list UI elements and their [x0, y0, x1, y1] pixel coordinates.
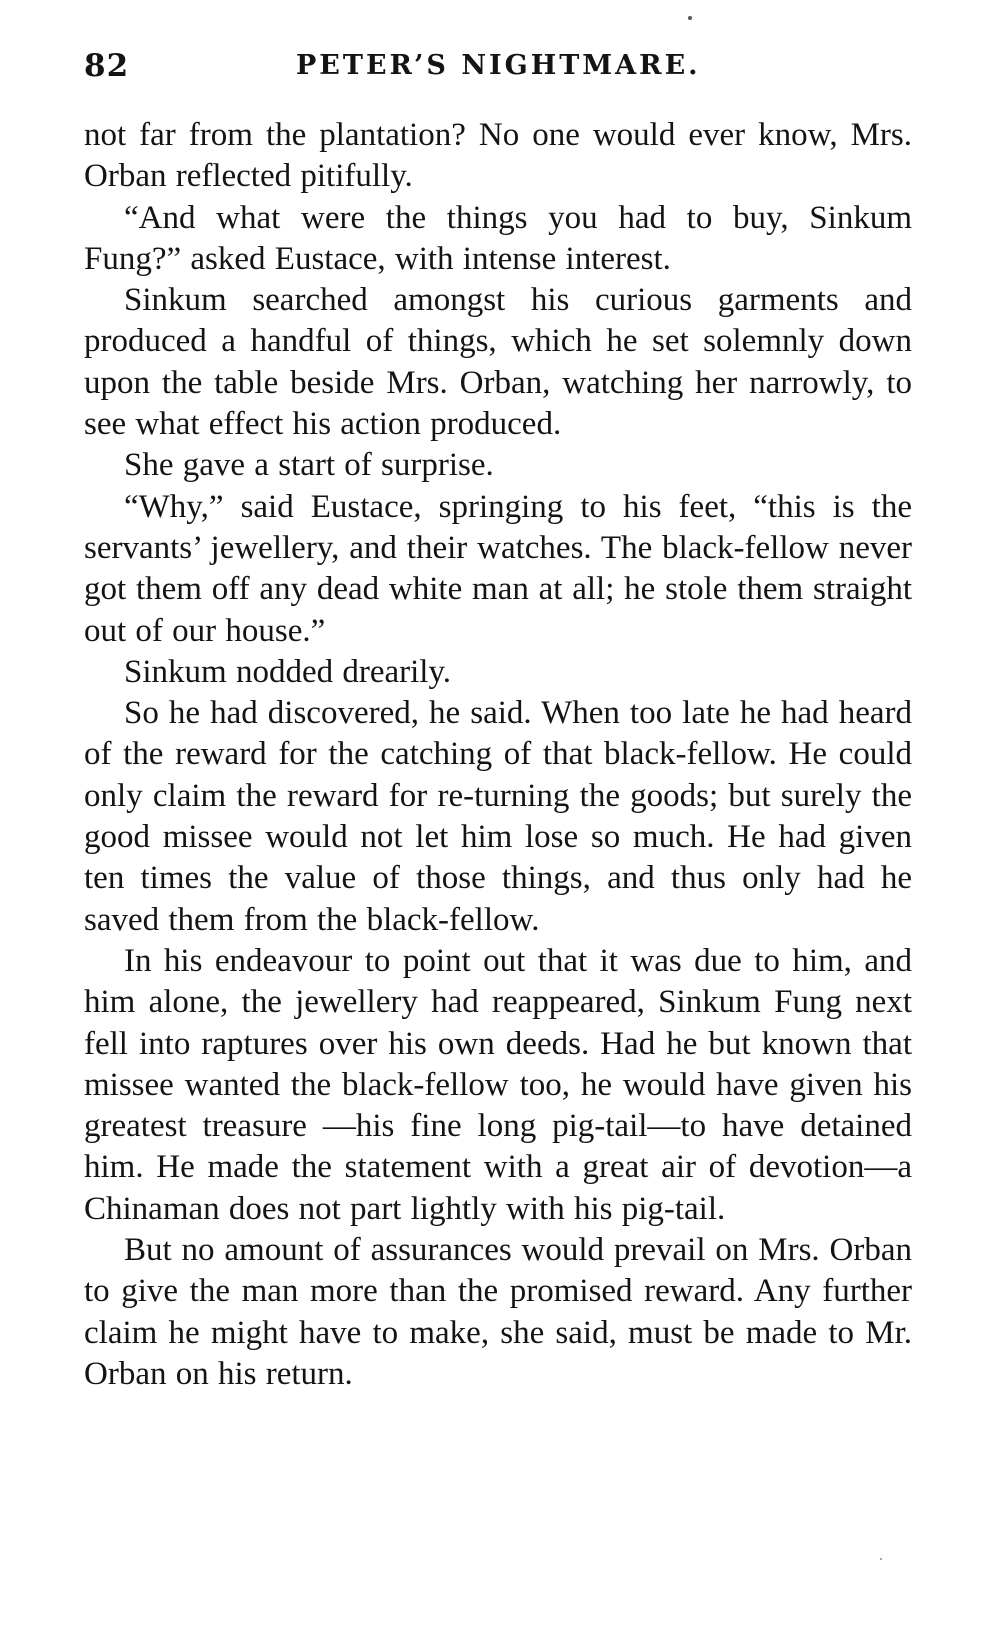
page-number: 82 [84, 48, 130, 84]
paragraph: She gave a start of surprise. [124, 447, 494, 484]
print-speck [688, 16, 692, 20]
paragraph: Sinkum nodded drearily. [124, 653, 452, 690]
paragraph: So he had discovered, he said. When too late he had heard of the reward for the catching of that black-fellow. He could only claim the reward for re-turning the goods; but surely the good missee would not let him lose so much. He had given ten times the value of those things, and thus only had he saved them from the black-fellow. [84, 695, 912, 938]
running-head [84, 48, 914, 92]
print-speck [880, 1558, 882, 1560]
paragraph: In his endeavour to point out that it was due to him, and him alone, the jewellery had reappeared, Sinkum Fung next fell into raptures over his own deeds. Had he but known that missee wanted the black-fellow too, he would have given his greatest treasure —his fine long pig-tail—to have detained him. He made the statement with a great air of devotion—a Chinaman does not part lightly with his pig-tail. [84, 942, 912, 1227]
paragraph: Sinkum searched amongst his curious garments and produced a handful of things, which he set solemnly down upon the table beside Mrs. Orban, watching her narrowly, to see what effect his action produced. [84, 282, 912, 443]
paragraph: But no amount of assurances would prevail on Mrs. Orban to give the man more than the promised reward. Any further claim he might have to make, she said, must be made to Mr. Orban on his return. [84, 1232, 912, 1392]
running-title: PETER’S NIGHTMARE. [296, 50, 701, 81]
body-text [84, 115, 912, 1395]
paragraph: “And what were the things you had to buy, Sinkum Fung?” asked Eustace, with intense interest. [84, 199, 912, 277]
paragraph: “Why,” said Eustace, springing to his feet, “this is the servants’ jewellery, and their watches. The black-fellow never got them off any dead white man at all; he stole them straight out of our house.” [84, 488, 912, 649]
paragraph: not far from the plantation? No one would ever know, Mrs. Orban reflected pitifully. [84, 117, 912, 195]
